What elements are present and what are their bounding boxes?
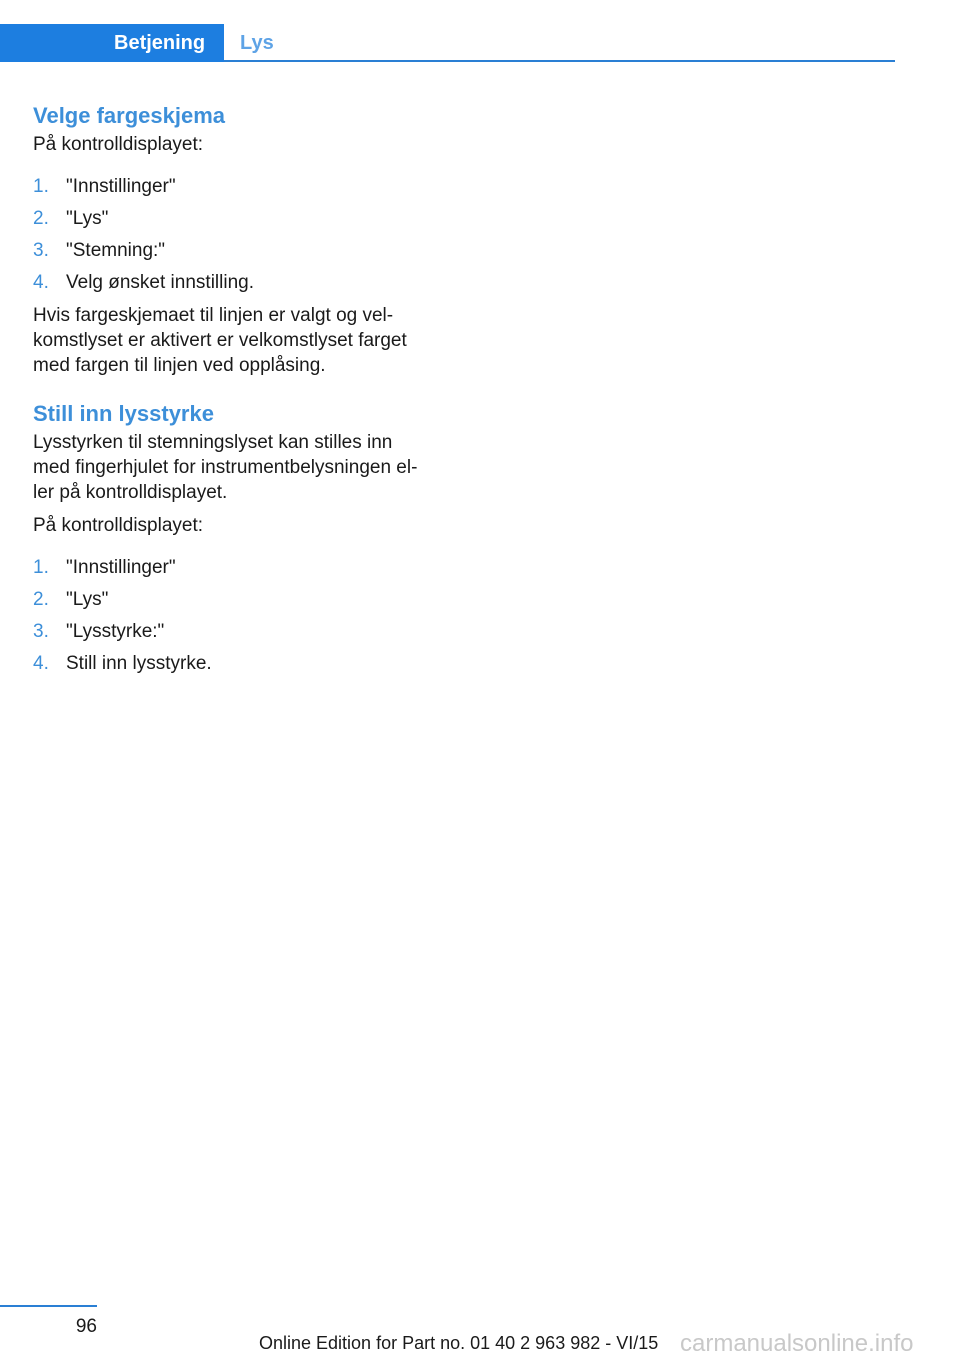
step-text: "Innstillinger" (66, 557, 176, 578)
page-number: 96 (75, 1316, 97, 1337)
step-text: Still inn lysstyrke. (66, 653, 212, 674)
list-item (33, 552, 453, 584)
list-item (33, 648, 453, 680)
section2-paragraph-line: Lysstyrken til stemningslyset kan stilles inn (33, 432, 393, 453)
section1-intro: På kontrolldisplayet: (33, 134, 204, 155)
section2-paragraph-line: med fingerhjulet for instrumentbelysningen el‐ (33, 457, 418, 478)
page-content (33, 100, 453, 680)
step-text: "Lys" (66, 589, 109, 610)
step-text: "Lysstyrke:" (66, 621, 165, 642)
section-heading-fargeskjema: Velge fargeskjema (33, 103, 226, 128)
tab-lys[interactable]: Lys (240, 32, 274, 54)
section2-paragraph-line: ler på kontrolldisplayet. (33, 482, 228, 503)
step-number: 2. (33, 589, 49, 610)
section2-steps (33, 552, 453, 680)
list-item (33, 616, 453, 648)
step-number: 1. (33, 557, 49, 578)
edition-text: Online Edition for Part no. 01 40 2 963 982 - VI/15 (259, 1333, 659, 1353)
section1-paragraph-line: med fargen til linjen ved opplåsing. (33, 355, 326, 376)
step-number: 1. (33, 176, 49, 197)
section1-paragraph-line: komstlyset er aktivert er velkomstlyset farget (33, 330, 407, 351)
watermark: carmanualsonline.info (680, 1330, 914, 1357)
list-item (33, 235, 453, 267)
step-text: "Lys" (66, 208, 109, 229)
step-number: 3. (33, 621, 49, 642)
list-item (33, 171, 453, 203)
section1-paragraph-line: Hvis fargeskjemaet til linjen er valgt og vel‐ (33, 305, 394, 326)
step-text: "Stemning:" (66, 240, 166, 261)
list-item (33, 203, 453, 235)
list-item (33, 267, 453, 299)
footer-divider (0, 1305, 97, 1307)
step-number: 4. (33, 653, 49, 674)
step-number: 3. (33, 240, 49, 261)
tab-betjening[interactable]: Betjening (0, 24, 224, 62)
header-bar (0, 24, 895, 62)
section-heading-lysstyrke: Still inn lysstyrke (33, 401, 214, 426)
step-number: 2. (33, 208, 49, 229)
step-number: 4. (33, 272, 49, 293)
section2-intro: På kontrolldisplayet: (33, 515, 204, 536)
step-text: Velg ønsket innstilling. (66, 272, 254, 293)
section1-steps (33, 171, 453, 299)
list-item (33, 584, 453, 616)
step-text: "Innstillinger" (66, 176, 176, 197)
